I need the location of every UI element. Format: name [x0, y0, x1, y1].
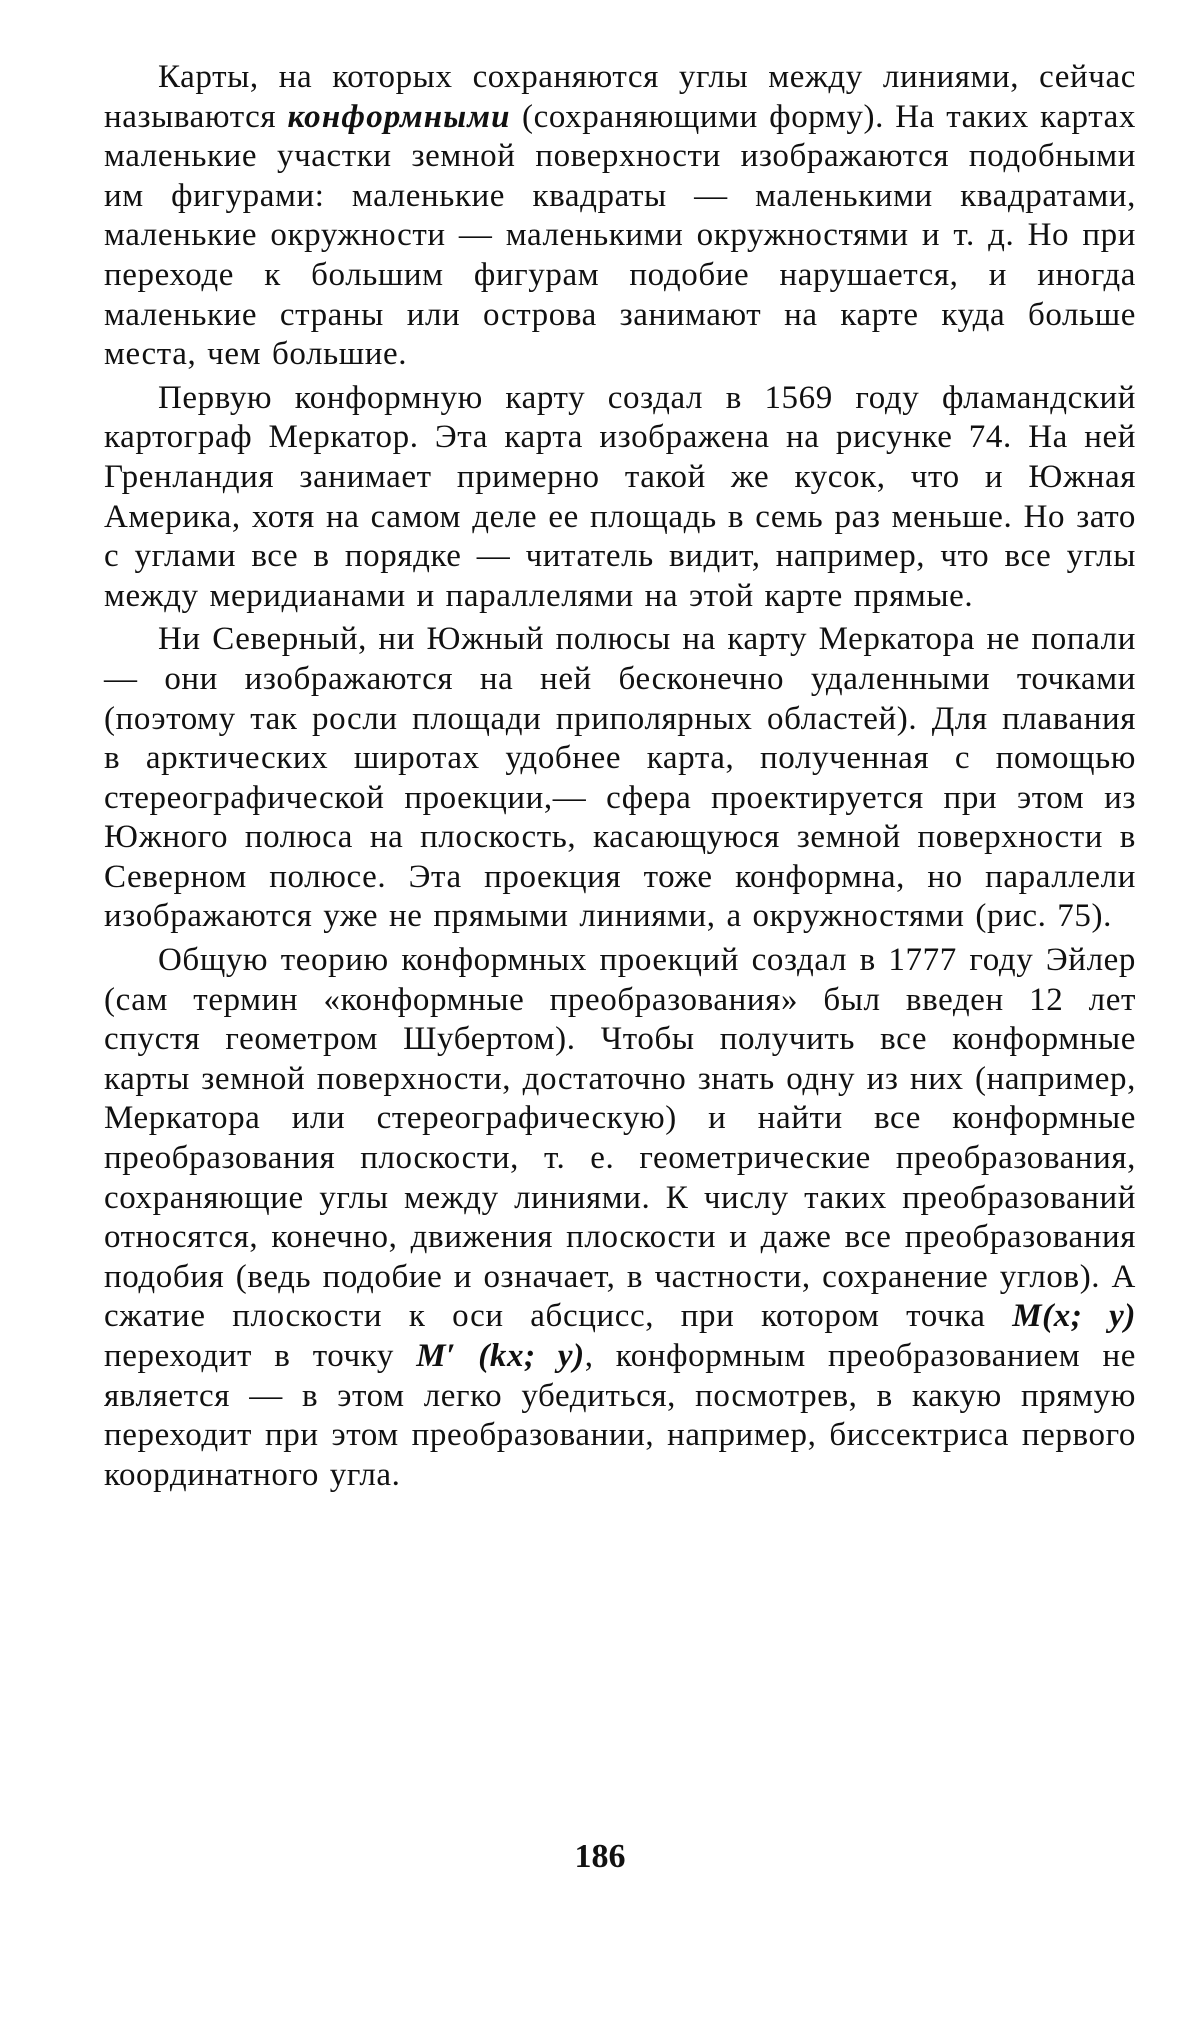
text-segment: , конформным преобразованием не является — в этом легко убедиться, посмотрев, в какую прямую переходит при этом преобразовании, например, биссектриса первого координатного угла.	[104, 1338, 1136, 1493]
paragraph-euler-theory	[104, 941, 1136, 1495]
text-segment: Первую конформную карту создал в 1569 году фламандский картограф Меркатор. Эта карта изображена на рисунке 74. На ней Гренландия занимает примерно такой же кусок, что и Южная Америка, хотя на самом деле ее площадь в семь раз меньше. Но зато с углами все в порядке — читатель видит, например, что все углы между меридианами и параллелями на этой карте прямые.	[104, 379, 1136, 614]
text-segment: Общую теорию конформных проекций создал в 1777 году Эйлер (сам термин «конформные преобразования» был введен 12 лет спустя геометром Шубертом). Чтобы получить все конформные карты земной поверхности, достаточно знать одну из них (например, Меркатора или стереографическую) и найти все конформные преобразования плоскости, т. е. геометрические преобразования, сохраняющие углы между линиями. К числу таких преобразований относятся, конечно, движения плоскости и даже все преобразования подобия (ведь подобие и означает, в частности, сохранение углов). А сжатие плоскости к оси абсцисс, при котором точка	[104, 942, 1136, 1335]
paragraph-poles	[104, 620, 1136, 937]
text-segment: (сохраняющими форму). На таких картах маленькие участки земной поверхности изображаются подобными им фигурами: маленькие квадраты — маленькими квадратами, маленькие окружности — маленькими окружностями и т. д. Но при переходе к большим фигурам подобие нарушается, и иногда маленькие страны или острова занимают на карте куда больше места, чем большие.	[104, 98, 1136, 373]
math-point-m-prime: M′ (kx; y)	[416, 1338, 585, 1374]
page-number: 186	[574, 1838, 626, 1875]
text-segment: Карты, на которых сохраняются углы между линиями, сейчас называются	[104, 59, 1136, 135]
math-point-m: M(x; y)	[1012, 1298, 1136, 1335]
text-segment: переходит в точку	[104, 1338, 417, 1374]
paragraph-conformal-maps	[104, 58, 1136, 375]
text-segment: Ни Северный, ни Южный полюсы на карту Меркатора не попали — они изображаются на ней бесконечно удаленными точками (поэтому так росли площади приполярных областей). Для плавания в арктических широтах удобнее карта, полученная с помощью стереографической проекции,— сфера проектируется при этом из Южного полюса на плоскость, касающуюся земной поверхности в Северном полюсе. Эта проекция тоже конформна, но параллели изображаются уже не прямыми линиями, а окружностями (рис. 75).	[104, 621, 1136, 935]
paragraph-mercator-map	[104, 379, 1136, 617]
emphasized-term: конформными	[287, 98, 511, 135]
page-body	[104, 58, 1136, 1495]
